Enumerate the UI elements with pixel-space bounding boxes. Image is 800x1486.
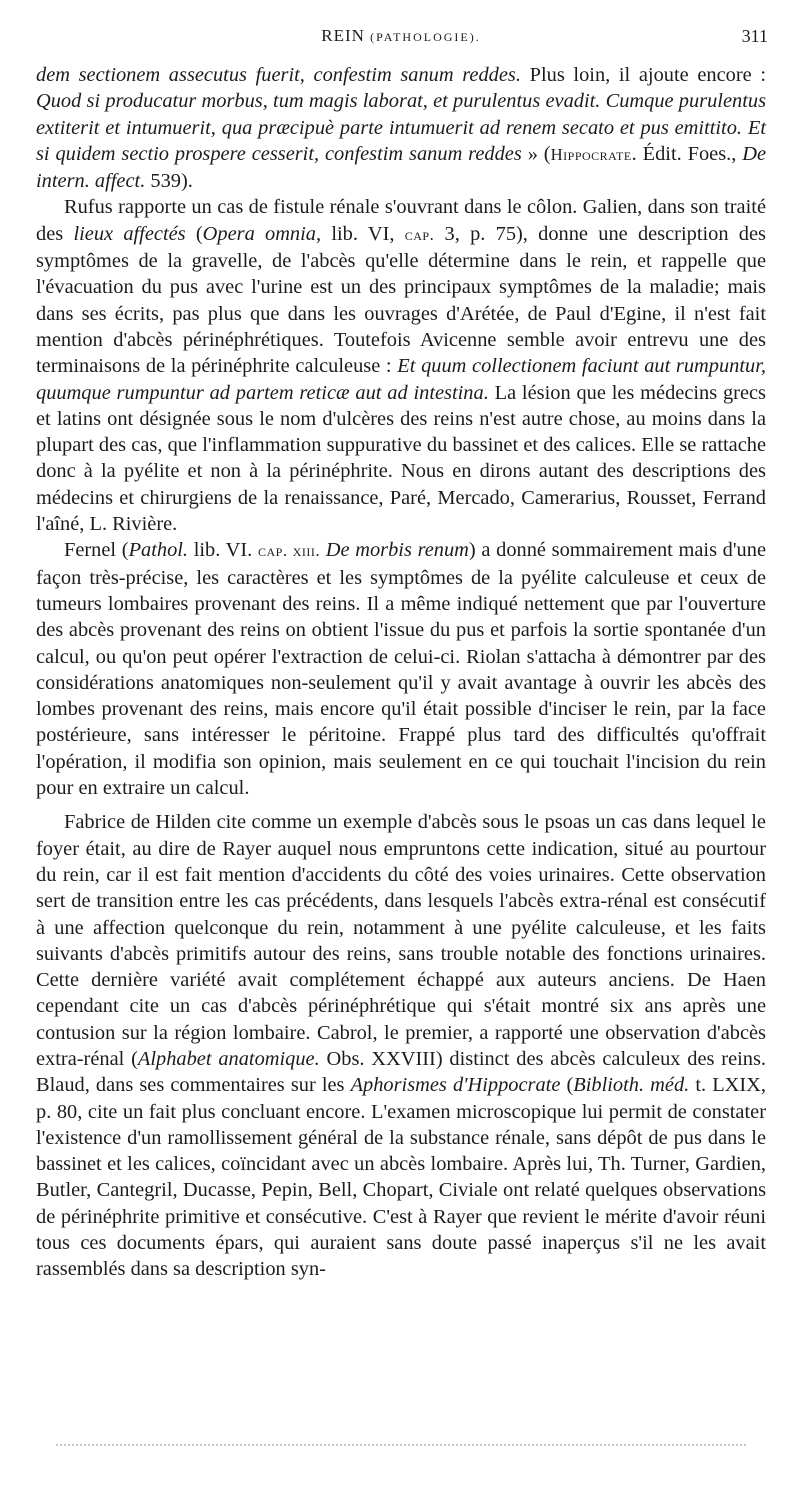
document-page [36, 24, 766, 1283]
work-title: Biblioth. méd. [573, 1074, 690, 1097]
text-run: Fernel ( [64, 539, 129, 562]
text-run: t. LXIX, p. 80, cite un fait plus concluant encore. L'examen microscopique lui permit de constater l'existence d'un ramollissement général de la substance rénale, sans dépôt de pus dans le bassinet et les calices, coïncidant avec un abcès lombaire. Après lui, Th. Turner, Gardien, Butler, Cantegril, Ducasse, Pepin, Bell, Chopart, Civiale ont relaté quelques observations de périnéphrite primitive et consécutive. C'est à Rayer que revient le mérite d'avoir réuni tous ces documents épars, qui auraient sans doute passé inaperçus s'il ne les avait rassemblés dans sa description syn- [36, 1074, 766, 1281]
work-title: Opera omnia, [202, 222, 322, 245]
running-head-main: REIN [321, 26, 365, 45]
running-head [36, 24, 766, 62]
work-title: De intern. affect. [36, 142, 767, 193]
work-title: Alphabet anatomique. [137, 1047, 320, 1070]
text-run: » ( [521, 142, 551, 165]
work-title: lieux affectés [73, 222, 186, 245]
paragraph-3 [36, 537, 766, 801]
text-run: Obs. XXVIII) distinct des abcès calculeux des reins. Blaud, dans ses commentaires sur les [36, 1047, 767, 1097]
running-head-title [36, 26, 766, 46]
text-run: lib. VI, [321, 222, 405, 245]
text-run: ) a donné sommairement mais d'une façon très-précise, les caractères et les symptômes de la pyélite calculeuse et ceux de tumeurs lombaires provenant des reins. Il a même indiqué nettement que par l'ouverture des abcès provenant des reins on obtient l'issue du pus et parfois la sortie spontanée d'un calcul, ou qu'on peut opérer l'extraction de celui-ci. Riolan s'attacha à démontrer par des considérations anatomiques non-seulement qu'il y avait avantage à ouvrir les abcès des lombes provenant des reins, mais encore qu'il était possible d'inciser le rein, par la face postérieure, sans intéresser le péritoine. Frappé plus tard des difficultés qu'offrait l'opération, il modifia son opinion, mais seulement en ce qui touchait l'incision du rein pour en extraire un calcul. [36, 539, 766, 800]
author-name: Hippocrate [550, 144, 632, 164]
page-number: 311 [741, 26, 768, 46]
text-run: Rufus rapporte un cas de fistule rénale s'ouvrant dans le côlon. Galien, dans son traité des [36, 196, 766, 245]
latin-quote: Quod si producatur morbus, tum magis laborat, et purulentus evadit. Cumque purulentus extiterit et intumuerit, qua præcipuè parte intumuerit ad renem secato et pus emittito. Et si quidem sectio prospere cesserit, confestim sanum reddes [36, 90, 766, 165]
work-title: De morbis renum [325, 539, 469, 562]
chapter-abbrev: cap. xiii. [257, 541, 321, 561]
text-run: lib. VI. [188, 539, 258, 562]
text-run: . Édit. Foes., [631, 142, 743, 165]
body-text [36, 62, 766, 1283]
text-run: La lésion que les médecins grecs et latins ont désignée sous le nom d'ulcères des reins n'est autre chose, au moins dans la plupart des cas, que l'inflammation suppurative du bassinet et des calices. Elle se rattache donc à la pyélite et non à la périnéphrite. Nous en dirons autant des descriptions des médecins et chirurgiens de la renaissance, Paré, Mercado, Camerarius, Rousset, Ferrand l'aîné, L. Rivière. [36, 381, 766, 536]
paragraph-4 [36, 809, 766, 1282]
text-run: 539). [145, 170, 193, 193]
work-title: Pathol. [128, 539, 189, 562]
running-head-subtitle: (PATHOLOGIE). [370, 30, 481, 44]
chapter-abbrev: cap. [404, 224, 435, 244]
paragraph-2 [36, 194, 766, 537]
text-run: Fabrice de Hilden cite comme un exemple d'abcès sous le psoas un cas dans lequel le foyer était, au dire de Rayer auquel nous empruntons cette indication, situé au pourtour du rein, car il est fait mention d'accidents du côté des voies urinaires. Cette observation sert de transition entre les cas précédents, dans lesquels l'abcès extra-rénal est consécutif à une affection quelconque du rein, notamment à une pyélite calculeuse, et les faits suivants d'abcès primitifs autour des reins, sans trouble notable des fonctions urinaires. Cette dernière variété avait complétement échappé aux auteurs anciens. De Haen cependant cite un cas d'abcès périnéphrétique qui s'était montré six ans après une contusion sur la région lombaire. Cabrol, le premier, a rapporté une observation d'abcès extra-rénal ( [36, 811, 766, 1070]
footer-dotted-rule [56, 1444, 746, 1446]
latin-quote: Et quum collectionem faciunt aut rumpuntur, quumque rumpuntur ad partem reticæ aut ad intestina. [36, 355, 766, 404]
latin-quote: dem sectionem assecutus fuerit, confestim sanum reddes. [36, 64, 521, 86]
text-run: 3, p. 75), donne une description des symptômes de la gravelle, de l'abcès qu'elle détermine dans le rein, et rappelle que l'évacuation du pus avec l'urine est un des principaux symptômes de la maladie; mais dans ses écrits, pas plus que dans les ouvrages d'Arétée, de Paul d'Egine, il n'est fait mention d'abcès périnéphrétiques. Toutefois Avicenne semble avoir entrevu une des terminaisons de la périnéphrite calculeuse : [36, 222, 766, 378]
text-run: Plus loin, il ajoute encore : [520, 64, 766, 86]
text-run: ( [185, 222, 203, 245]
paragraph-gap [36, 801, 766, 809]
paragraph-1 [36, 62, 766, 194]
work-title: Aphorismes d'Hippocrate [350, 1074, 561, 1097]
text-run: ( [560, 1074, 574, 1097]
